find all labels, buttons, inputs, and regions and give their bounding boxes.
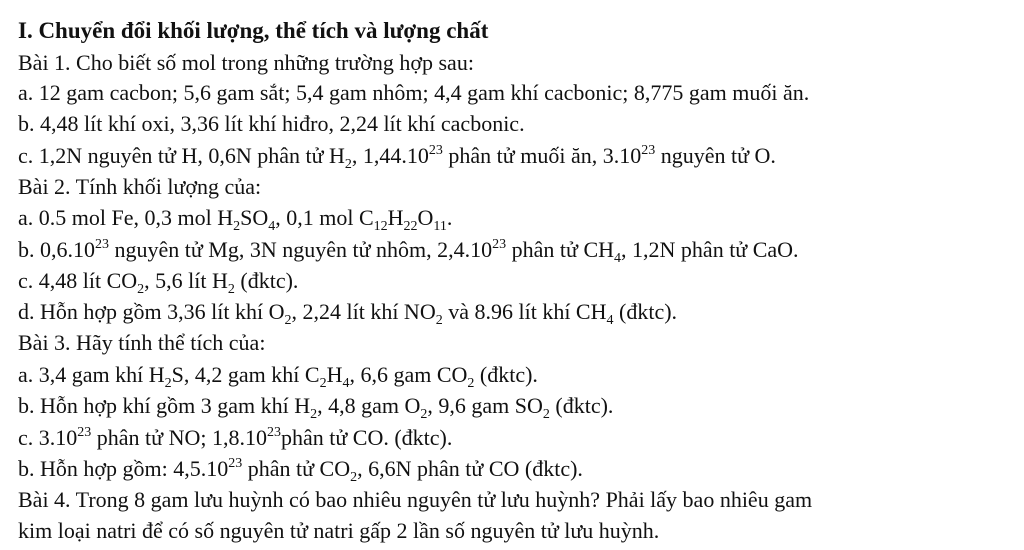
- exercise-3-item-b: b. Hỗn hợp khí gồm 3 gam khí $H_2$, 4,8 gam $O_2$, 9,6 gam $SO_2$ (đktc).: [18, 393, 614, 422]
- exercise-4-line-2: kim loại natri để có số nguyên tử natri gấp 2 lần số nguyên tử lưu huỳnh.: [18, 518, 660, 543]
- exercise-1-item-c: c. 1,2N nguyên tử H, 0,6N phân tử $H_2$, 1,44.10$^{23}$ phân tử muối ăn, 3.10$^{23}$ nguyên tử O.: [18, 143, 776, 172]
- exercise-1-heading: Bài 1. Cho biết số mol trong những trường hợp sau:: [18, 50, 474, 75]
- exercise-2-item-a: a. 0.5 mol Fe, 0,3 mol $H_2SO_4$, 0,1 mol $C_{12}H_{22}O_{11}$.: [18, 205, 453, 234]
- exercise-2-item-b: b. 0,6.10$^{23}$ nguyên tử Mg, 3N nguyên tử nhôm, 2,4.10$^{23}$ phân tử $CH_4$, 1,2N phân tử CaO.: [18, 237, 799, 266]
- exercise-2-item-d: d. Hỗn hợp gồm 3,36 lít khí $O_2$, 2,24 lít khí $NO_2$ và 8.96 lít khí $CH_4$ (đktc).: [18, 299, 678, 328]
- section-title: I. Chuyển đổi khối lượng, thể tích và lượng chất: [18, 18, 489, 43]
- exercise-3-item-a: a. 3,4 gam khí $H_2S$, 4,2 gam khí $C_2H_4$, 6,6 gam $CO_2$ (đktc).: [18, 362, 538, 391]
- exercise-1-item-a: a. 12 gam cacbon; 5,6 gam sắt; 5,4 gam nhôm; 4,4 gam khí cacbonic; 8,775 gam muối ăn.: [18, 80, 810, 105]
- exercise-3-item-c: c. 3.10$^{23}$ phân tử NO; 1,8.10$^{23}$phân tử CO. (đktc).: [18, 425, 453, 450]
- exercise-2-heading: Bài 2. Tính khối lượng của:: [18, 174, 262, 199]
- exercise-4-line-1: Bài 4. Trong 8 gam lưu huỳnh có bao nhiêu nguyên tử lưu huỳnh? Phải lấy bao nhiêu gam: [18, 487, 813, 512]
- exercise-2-item-c: c. 4,48 lít $CO_2$, 5,6 lít $H_2$ (đktc).: [18, 268, 299, 297]
- exercise-3-heading: Bài 3. Hãy tính thể tích của:: [18, 330, 266, 355]
- exercise-3-item-d: b. Hỗn hợp gồm: 4,5.10$^{23}$ phân tử $CO_2$, 6,6N phân tử CO (đktc).: [18, 456, 583, 485]
- exercise-1-item-b: b. 4,48 lít khí oxi, 3,36 lít khí hiđro, 2,24 lít khí cacbonic.: [18, 111, 525, 136]
